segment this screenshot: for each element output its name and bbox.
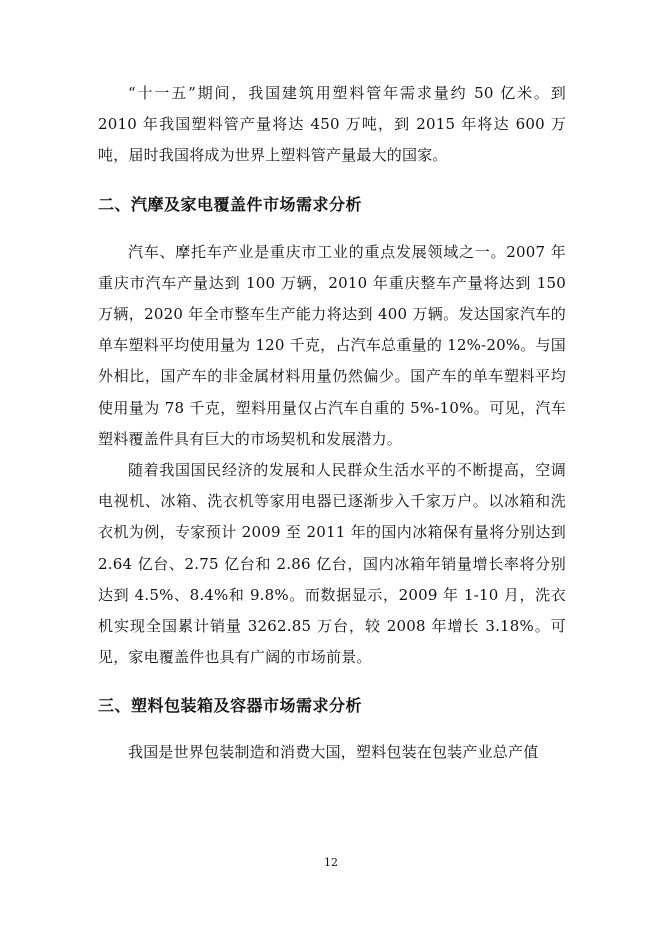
paragraph-packaging-industry: 我国是世界包装制造和消费大国，塑料包装在包装产业总产值 — [128, 743, 539, 762]
paragraph-home-appliances: 随着我国国民经济的发展和人民群众生活水平的不断提高，空调电视机、冰箱、洗衣机等家用电器已逐渐步入千家万户。以冰箱和洗衣机为例，专家预计 2009 至 2011 年的国内冰箱保有量将分别达到 2.64 亿台、2.75 亿台和 2.86 亿台，国内冰箱年销量增长率将分别达到 4.5%、8.4%和 9.8%。而数据显示，2009 年 1-10 月，洗衣机实现全国累计销量 3262.85 万台，较 2008 年增长 3.18%。可见，家电覆盖件也具有广阔的市场前景。 — [98, 461, 566, 667]
section-heading-auto-appliance-covers: 二、汽摩及家电覆盖件市场需求分析 — [98, 194, 363, 214]
paragraph-plastic-pipe-demand: “十一五”期间，我国建筑用塑料管年需求量约 50 亿米。到 2010 年我国塑料管产量将达 450 万吨，到 2015 年将达 600 万吨，届时我国将成为世界上塑料管产量最大的国家。 — [98, 84, 566, 165]
page-number: 12 — [324, 856, 338, 869]
page-content — [98, 78, 566, 769]
paragraph-auto-industry: 汽车、摩托车产业是重庆市工业的重点发展领域之一。2007 年重庆市汽车产量达到 100 万辆，2010 年重庆整车产量将达到 150 万辆，2020 年全市整车生产能力将达到 400 万辆。发达国家汽车的单车塑料平均使用量为 120 千克，占汽车总重量的 12%-20%。与国外相比，国产车的非金属材料用量仍然偏少。国产车的单车塑料平均使用量为 78 千克，塑料用量仅占汽车自重的 5%-10%。可见，汽车塑料覆盖件具有巨大的市场契机和发展潜力。 — [98, 242, 566, 448]
section-heading-packaging-containers: 三、塑料包装箱及容器市场需求分析 — [98, 696, 363, 716]
